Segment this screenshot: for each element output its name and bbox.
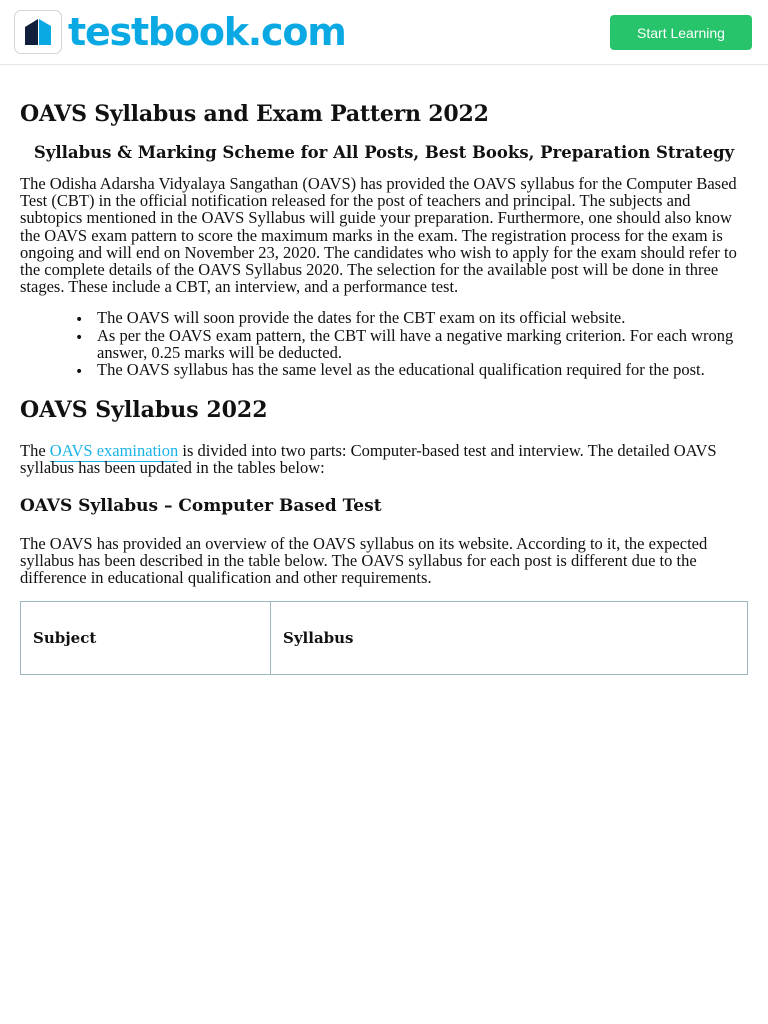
list-item [75, 308, 748, 329]
oavs-examination-link[interactable]: OAVS examination [49, 441, 179, 461]
key-points-list [75, 308, 748, 381]
column-header-syllabus: Syllabus [271, 602, 748, 675]
intro-paragraph: The Odisha Adarsha Vidyalaya Sangathan (OAVS) has provided the OAVS syllabus for the Computer Based Test (CBT) in the official notification released for the post of teachers and principal. The subjects and subtopics mentioned in the OAVS Syllabus will guide your preparation. Furthermore, one should also know the OAVS exam pattern to score the maximum marks in the exam. The registration process for the exam is ongoing and will end on November 23, 2020. The candidates who wish to apply for the exam should refer to the complete details of the OAVS Syllabus 2020. The selection for the available post will be done in three stages. These include a CBT, an interview, and a performance test. [20, 174, 737, 297]
start-learning-button[interactable]: Start Learning [610, 15, 752, 50]
column-header-subject: Subject [21, 602, 271, 675]
table-header-row [21, 602, 748, 675]
cbt-paragraph: The OAVS has provided an overview of the OAVS syllabus on its website. According to it, the expected syllabus has been described in the table below. The OAVS syllabus for each post is different due to the difference in educational qualification and other requirements. [20, 533, 708, 588]
list-item [75, 360, 748, 381]
page-subtitle: Syllabus & Marking Scheme for All Posts, Best Books, Preparation Strategy [33, 143, 735, 162]
section-paragraph [20, 442, 748, 476]
testbook-logo-icon [14, 10, 62, 54]
section-heading: OAVS Syllabus 2022 [20, 397, 268, 424]
site-header [0, 0, 768, 65]
list-item [75, 327, 748, 361]
section-text-after: is divided into two parts: Computer-based test and interview. The detailed OAVS syllabus has been updated in the tables below: [20, 441, 717, 478]
article-content [20, 96, 748, 675]
section-text-before: The [20, 441, 50, 461]
cbt-heading: OAVS Syllabus – Computer Based Test [20, 495, 382, 516]
site-logo[interactable] [14, 10, 346, 54]
bullet-icon: • [75, 312, 84, 329]
page-title: OAVS Syllabus and Exam Pattern 2022 [20, 101, 489, 127]
bullet-icon: • [75, 329, 84, 346]
logo-text: testbook.com [68, 10, 346, 54]
list-item-text: The OAVS syllabus has the same level as the educational qualification required for the post. [97, 360, 705, 380]
bullet-icon: • [75, 364, 84, 381]
syllabus-table [20, 601, 748, 675]
list-item-text: As per the OAVS exam pattern, the CBT will have a negative marking criterion. For each wrong answer, 0.25 marks will be deducted. [97, 325, 734, 362]
list-item-text: The OAVS will soon provide the dates for the CBT exam on its official website. [97, 308, 626, 328]
